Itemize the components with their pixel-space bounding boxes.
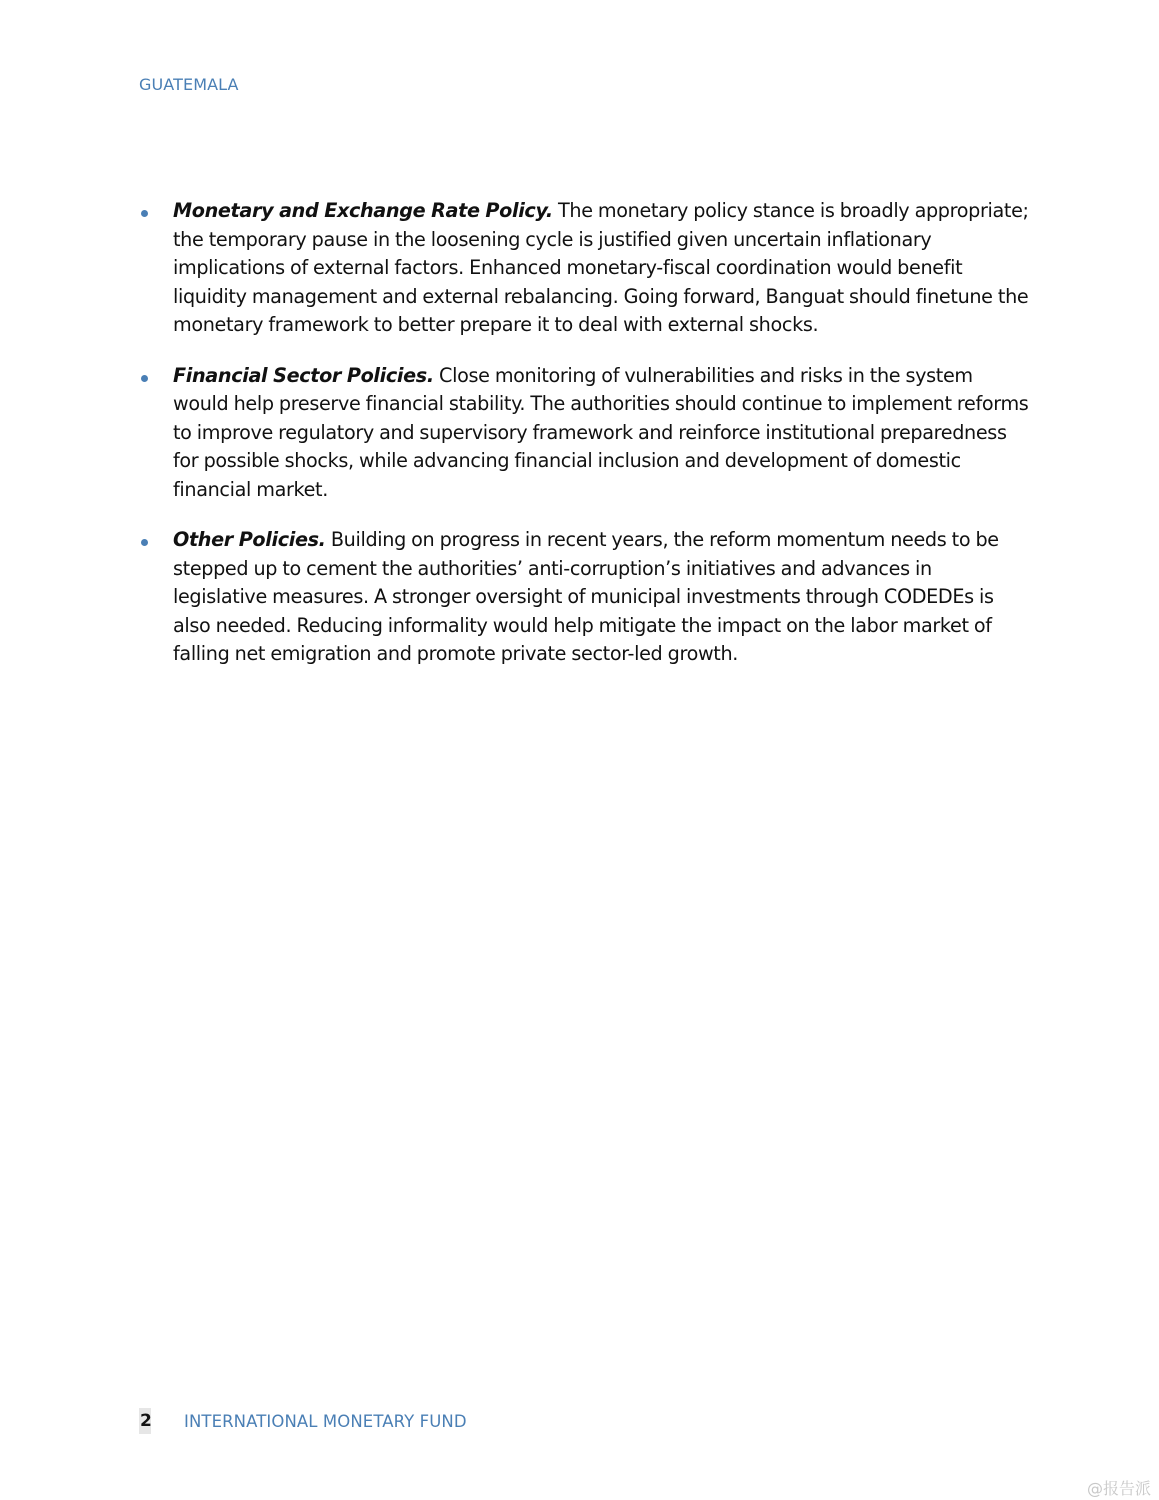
page-number: 2 [139,1408,151,1434]
bullet-text: Close monitoring of vulnerabilities and risks in the system would help preserve financial stability. The authorities should continue to implement reforms to improve regulatory and supervisory framework and reinforce institutional preparedness for possible shocks, while advancing financial inclusion and development of domestic financial market. [173,363,1029,501]
bullet-other-policies [139,526,1029,669]
bullet-lead: Other Policies. [173,528,326,551]
bullet-lead: Financial Sector Policies. [173,363,434,387]
bullet-lead: Monetary and Exchange Rate Policy. [173,199,553,222]
policy-bullet-list [139,197,1029,691]
bullet-icon [141,539,148,546]
running-header: GUATEMALA [139,75,239,94]
bullet-text: Building on progress in recent years, the reform momentum needs to be stepped up to cement the authorities’ anti-corruption’s initiatives and advances in legislative measures. A stronger oversight of municipal investments through CODEDEs is also needed. Reducing informality would help mitigate the impact on the labor market of falling net emigration and promote private sector-led growth. [173,528,999,665]
bullet-icon [141,375,148,382]
page-footer [139,1408,467,1434]
watermark: @报告派 [1086,1479,1151,1498]
bullet-monetary-policy [139,197,1029,340]
footer-publisher: INTERNATIONAL MONETARY FUND [184,1411,467,1431]
bullet-financial-sector [139,362,1029,505]
bullet-text: The monetary policy stance is broadly appropriate; the temporary pause in the loosening cycle is justified given uncertain inflationary implications of external factors. Enhanced monetary-fiscal coordination would benefit liquidity management and external rebalancing. Going forward, Banguat should finetune the monetary framework to better prepare it to deal with external shocks. [173,199,1029,336]
bullet-icon [141,210,148,217]
